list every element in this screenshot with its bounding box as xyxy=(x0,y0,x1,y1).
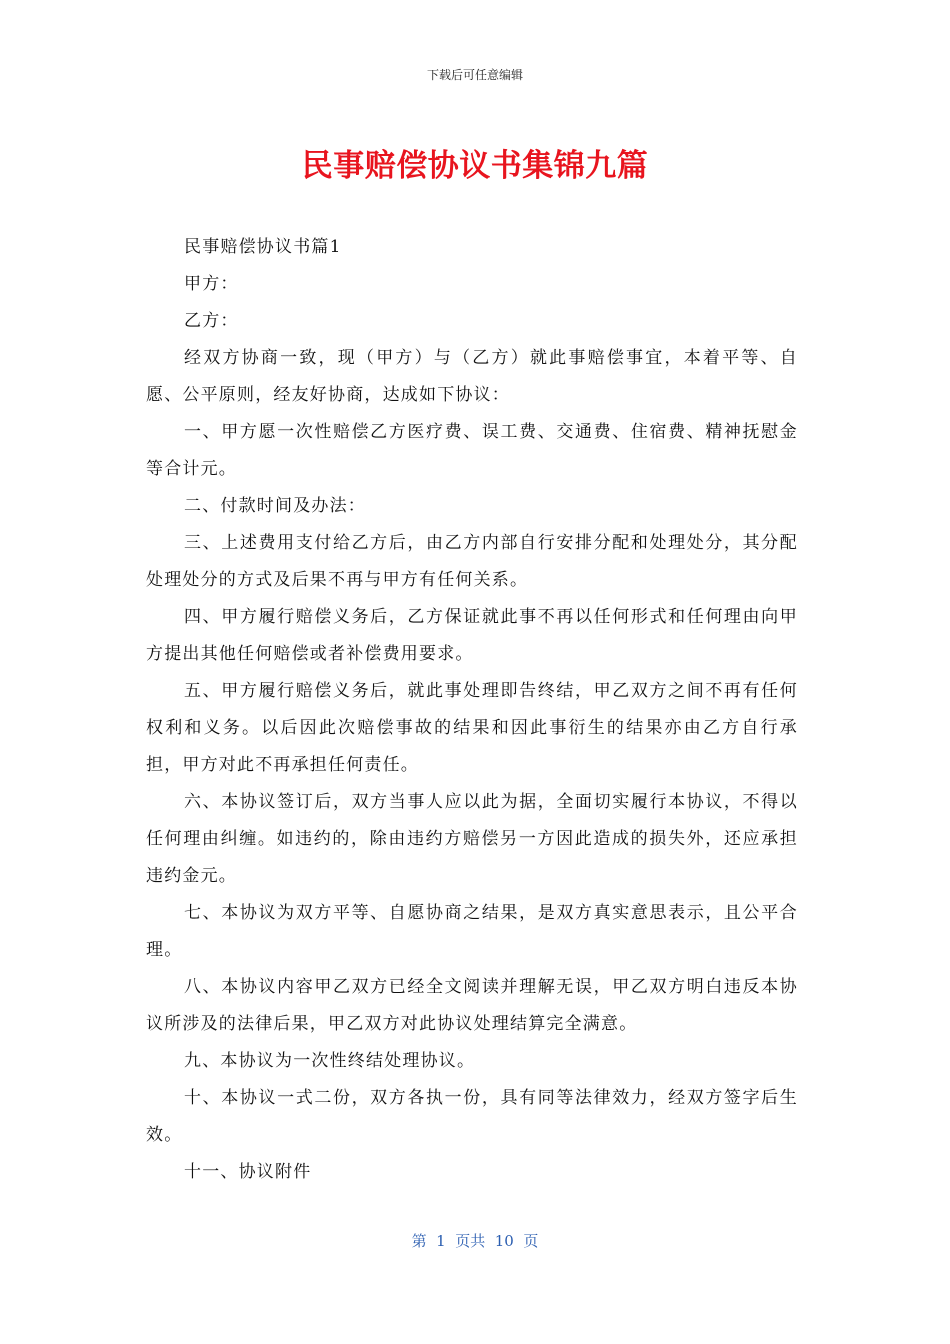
paragraph-clause-8: 八、本协议内容甲乙双方已经全文阅读并理解无误，甲乙双方明白违反本协议所涉及的法律后果，甲乙双方对此协议处理结算完全满意。 xyxy=(146,977,798,1034)
paragraph-section-heading: 民事赔偿协议书篇1 xyxy=(184,237,342,257)
document-body xyxy=(146,229,798,1191)
paragraph-clause-4: 四、甲方履行赔偿义务后，乙方保证就此事不再以任何形式和任何理由向甲方提出其他任何赔偿或者补偿费用要求。 xyxy=(146,607,798,664)
paragraph-preamble: 经双方协商一致，现（甲方）与（乙方）就此事赔偿事宜，本着平等、自愿、公平原则，经友好协商，达成如下协议： xyxy=(146,348,798,405)
paragraph-clause-5: 五、甲方履行赔偿义务后，就此事处理即告终结，甲乙双方之间不再有任何权利和义务。以后因此次赔偿事故的结果和因此事衍生的结果亦由乙方自行承担，甲方对此不再承担任何责任。 xyxy=(146,681,798,775)
paragraph-clause-10: 十、本协议一式二份，双方各执一份，具有同等法律效力，经双方签字后生效。 xyxy=(146,1088,798,1145)
paragraph-party-a: 甲方： xyxy=(184,274,239,294)
document-title: 民事赔偿协议书集锦九篇 xyxy=(301,148,649,184)
paragraph-clause-1: 一、甲方愿一次性赔偿乙方医疗费、误工费、交通费、住宿费、精神抚慰金等合计元。 xyxy=(146,422,798,479)
page-number-footer: 第 1 页共 10 页 xyxy=(411,1232,539,1250)
header-note: 下载后可任意编辑 xyxy=(426,68,523,82)
paragraph-party-b: 乙方： xyxy=(184,311,239,331)
paragraph-clause-9: 九、本协议为一次性终结处理协议。 xyxy=(184,1051,476,1071)
paragraph-clause-2: 二、付款时间及办法： xyxy=(184,496,366,516)
paragraph-clause-11: 十一、协议附件 xyxy=(184,1162,312,1182)
paragraph-clause-6: 六、本协议签订后，双方当事人应以此为据，全面切实履行本协议，不得以任何理由纠缠。如违约的，除由违约方赔偿另一方因此造成的损失外，还应承担违约金元。 xyxy=(146,792,798,886)
paragraph-clause-3: 三、上述费用支付给乙方后，由乙方内部自行安排分配和处理处分，其分配处理处分的方式及后果不再与甲方有任何关系。 xyxy=(146,533,798,590)
paragraph-clause-7: 七、本协议为双方平等、自愿协商之结果，是双方真实意思表示，且公平合理。 xyxy=(146,903,798,960)
